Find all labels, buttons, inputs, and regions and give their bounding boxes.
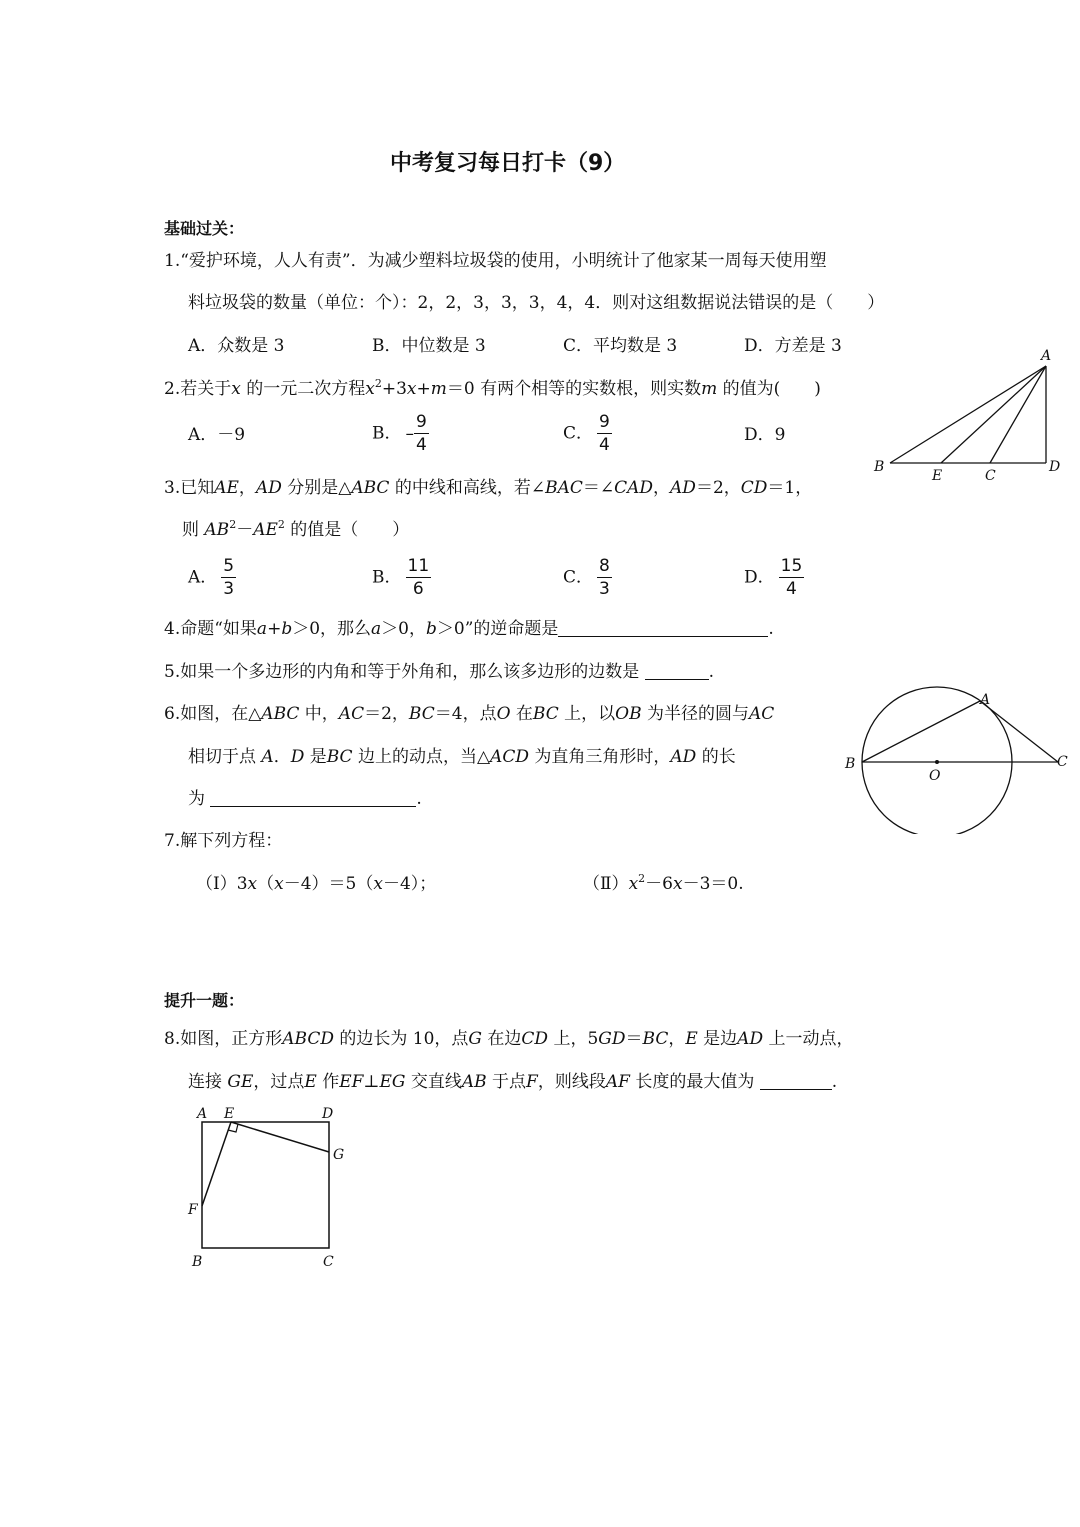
- q8-line2: 连接 GE，过点E 作EF⊥EG 交直线AB 于点F，则线段AF 长度的最大值为 .: [188, 1072, 838, 1092]
- fig2-label-b: B: [845, 756, 856, 772]
- q1-option-a: A．众数是 3: [188, 336, 285, 356]
- q8-line1: 8.如图，正方形ABCD 的边长为 10，点G 在边CD 上，5GD＝BC，E 是边AD 上一动点，: [164, 1029, 854, 1049]
- q1-option-c: C．平均数是 3: [563, 336, 678, 356]
- fig2-label-a: A: [980, 692, 991, 708]
- fig1-label-c: C: [985, 468, 996, 484]
- q5-answer-blank[interactable]: [645, 661, 709, 680]
- fig3-label-e: E: [224, 1106, 235, 1122]
- q2-option-b: B． – $\frac{9}{4}$: [372, 412, 427, 455]
- fig2-chord-ba: [862, 701, 980, 762]
- q6-figure-circle: [840, 684, 1070, 834]
- q3-figure-triangle: [866, 342, 1066, 487]
- fig1-side-ab: [890, 366, 1046, 463]
- q2-option-a: A．－9: [188, 425, 246, 445]
- fig1-label-a: A: [1041, 348, 1052, 364]
- q6-line3: 为 .: [188, 789, 422, 809]
- q6-line1: 6.如图，在△ABC 中，AC＝2，BC＝4，点O 在BC 上，以OB 为半径的圆与AC: [164, 704, 775, 724]
- fig2-label-o: O: [929, 768, 941, 784]
- fig3-label-d: D: [322, 1106, 334, 1122]
- q7-heading: 7.解下列方程：: [164, 831, 283, 851]
- q3-stem-line1: 3.已知AE，AD 分别是△ABC 的中线和高线，若∠BAC＝∠CAD，AD＝2，CD＝1，: [164, 478, 813, 498]
- q2-option-c: C． $\frac{9}{4}$: [563, 412, 610, 455]
- section-heading-basic: 基础过关：: [164, 219, 245, 238]
- q1-line2: 料垃圾袋的数量（单位：个）：2，2，3，3，3，4，4．则对这组数据说法错误的是（ ）: [188, 293, 885, 313]
- q3-option-b: B． $\frac{11}{6}$: [372, 556, 430, 599]
- q3-option-d: D． $\frac{15}{4}$: [744, 556, 803, 599]
- q3-option-a: A． $\frac{5}{3}$: [188, 556, 235, 599]
- q4-answer-blank[interactable]: [558, 618, 768, 637]
- q3-stem-line2: 则 $AB^2-AE^2$ 的值是（ ）: [182, 518, 410, 540]
- fig3-square-abcd: [202, 1122, 329, 1248]
- q4-stem: 4.命题“如果a+b＞0，那么a＞0，b＞0”的逆命题是 .: [164, 619, 774, 639]
- fig2-tangent-ac: [980, 701, 1058, 762]
- q2-option-d: D．9: [744, 425, 786, 445]
- fig3-label-a: A: [197, 1106, 208, 1122]
- fig1-label-e: E: [932, 468, 943, 484]
- q6-line2: 相切于点 A．D 是BC 边上的动点，当△ACD 为直角三角形时，AD 的长: [188, 747, 736, 767]
- fig3-segment-eg: [231, 1122, 329, 1152]
- q8-answer-blank[interactable]: [760, 1071, 832, 1090]
- fig3-segment-ef: [202, 1122, 231, 1206]
- fig3-label-b: B: [192, 1254, 203, 1270]
- section-heading-advanced: 提升一题：: [164, 991, 245, 1010]
- fig2-label-c: C: [1057, 754, 1068, 770]
- fig2-center-dot: [935, 760, 939, 764]
- q5-stem: 5.如果一个多边形的内角和等于外角和，那么该多边形的边数是 .: [164, 662, 715, 682]
- q1-option-d: D．方差是 3: [744, 336, 842, 356]
- q1-line1: 1.“爱护环境，人人有责”．为减少塑料垃圾袋的使用，小明统计了他家某一周每天使用塑: [164, 251, 827, 271]
- q6-answer-blank[interactable]: [210, 788, 416, 807]
- fig3-label-g: G: [333, 1147, 345, 1163]
- q7-part2: $(Ⅱ)x^2-6x-3=0$.: [583, 872, 744, 894]
- q8-figure-square: [180, 1100, 360, 1278]
- fig1-side-ac: [990, 366, 1046, 463]
- page-title: 中考复习每日打卡（9）: [390, 151, 626, 176]
- fig1-label-d: D: [1049, 459, 1061, 475]
- q3-option-c: C． $\frac{8}{3}$: [563, 556, 610, 599]
- fig3-label-f: F: [188, 1202, 198, 1218]
- q1-option-b: B．中位数是 3: [372, 336, 486, 356]
- fig1-median-ae: [941, 366, 1046, 463]
- fig1-label-b: B: [874, 459, 885, 475]
- fig3-label-c: C: [323, 1254, 334, 1270]
- q2-stem: 2.若关于x 的一元二次方程$x^2+3x+m=0$ 有两个相等的实数根，则实数m 的值为( ): [164, 377, 821, 399]
- q7-part1: （Ⅰ）3x（x－4）＝5（x－4）；: [196, 874, 437, 894]
